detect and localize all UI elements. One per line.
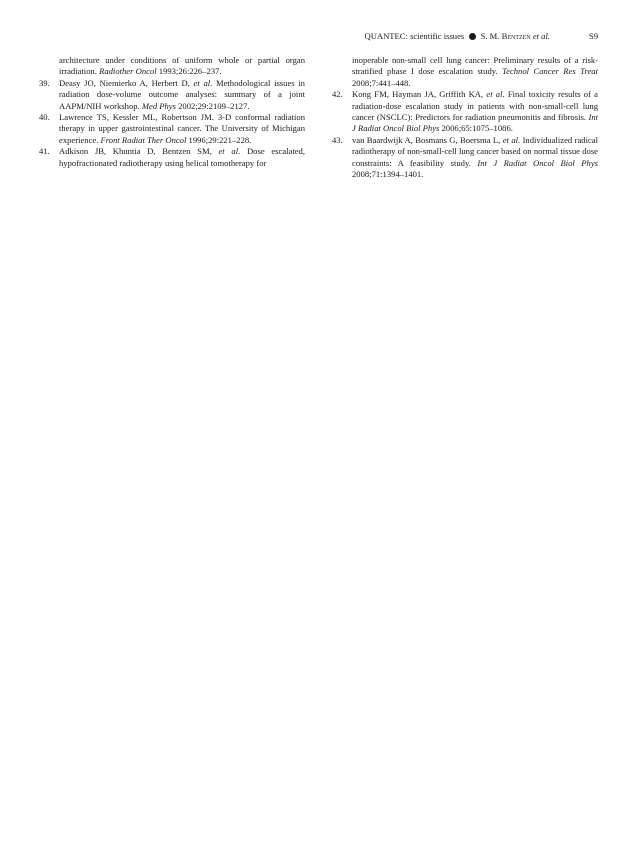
journal-name: Radiother Oncol — [99, 66, 157, 77]
reference-authors: Adkison JB, Khuntia D, Bentzen SM, — [59, 146, 219, 157]
reference-number: 42. — [332, 89, 343, 100]
journal-name: Front Radiat Ther Oncol — [100, 134, 187, 145]
reference-title: . Individualized radical radiotherapy of non-small-cell lung cancer based on normal tissue dose constraints: A feasibility study. — [352, 134, 598, 168]
reference-text: architecture under conditions of uniform whole or partial organ irradiation. — [59, 55, 305, 77]
reference-number: 41. — [39, 146, 50, 157]
journal-name: Technol Cancer Res Treat — [502, 66, 598, 77]
reference-42 — [332, 89, 598, 135]
page-header — [0, 28, 598, 44]
et-al: et al — [193, 77, 211, 88]
running-title-etal: et al. — [532, 31, 550, 41]
journal-name: Med Phys — [141, 100, 176, 111]
journal-name: Int J Radiat Oncol Biol Phys — [477, 157, 598, 168]
reference-citation: 2002;29:2109–2127. — [175, 100, 250, 111]
reference-citation: 2006;65:1075–1086. — [439, 123, 513, 134]
reference-title: . Final toxicity results of a radiation-dose escalation study in patients with non-small-cell lung cancer (NSCLC): Predictors for radiation pneumonitis and fibrosis. — [352, 89, 598, 123]
reference-citation: 2008;7:441–448. — [352, 77, 411, 88]
et-al: et al — [218, 146, 239, 157]
reference-43 — [332, 135, 598, 181]
running-title-author: S. M. Bentzen — [480, 31, 531, 41]
reference-authors: van Baardwijk A, Bosmans G, Boersma L, — [352, 134, 503, 145]
reference-title: . Methodological issues in radiation dose-volume outcome analyses: summary of a joint AAPM/NIH workshop. — [59, 77, 305, 111]
bullet-icon — [469, 33, 476, 40]
reference-text: inoperable non-small cell lung cancer: Preliminary results of a risk-stratified phase I dose escalation study. — [352, 55, 598, 77]
reference-number: 43. — [332, 134, 343, 145]
reference-continuation — [332, 55, 598, 89]
et-al: et al — [502, 134, 519, 145]
reference-number: 40. — [39, 112, 50, 123]
reference-authors-title: Lawrence TS, Kessler ML, Robertson JM. 3-D conformal radiation therapy in upper gastrointestinal cancer. The University of Michigan experience. — [59, 112, 305, 145]
reference-authors: Deasy JO, Niemierko A, Herbert D, — [59, 77, 194, 88]
page-number: S9 — [588, 31, 598, 41]
journal-name: Int J Radiat Oncol Biol Phys — [352, 112, 598, 134]
reference-citation: 2008;71:1394–1401. — [352, 169, 424, 180]
running-title — [364, 28, 550, 44]
reference-authors: Kong FM, Hayman JA, Griffith KA, — [352, 89, 487, 100]
running-title-text: QUANTEC: scientific issues — [364, 31, 465, 41]
reference-40 — [39, 112, 305, 146]
reference-41 — [39, 146, 305, 169]
reference-title: . Dose escalated, hypofractionated radiotherapy using helical tomotherapy for — [59, 146, 305, 168]
reference-39 — [39, 78, 305, 112]
et-al: et al — [486, 89, 503, 100]
reference-number: 39. — [39, 77, 50, 88]
right-column — [332, 55, 598, 180]
reference-citation: 1993;26:226–237. — [156, 66, 222, 77]
left-column — [39, 55, 305, 169]
reference-continuation — [39, 55, 305, 78]
reference-citation: 1996;29:221–228. — [186, 134, 252, 145]
